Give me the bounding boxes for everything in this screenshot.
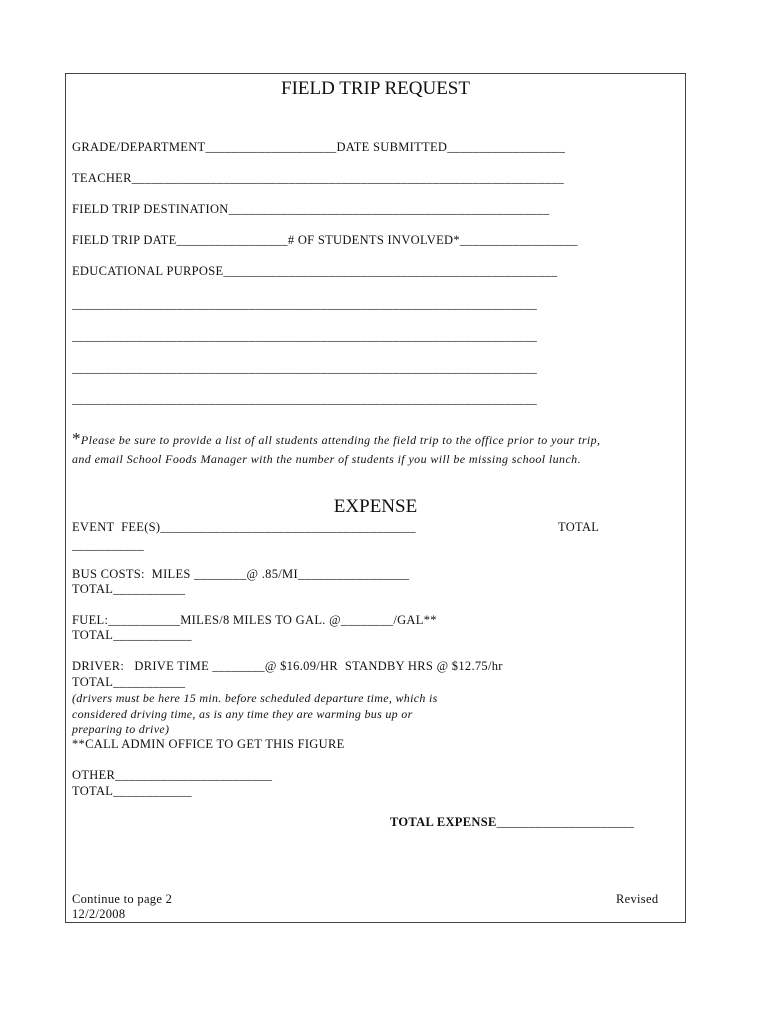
driver-note: considered driving time, as is any time they are warming bus up or: [72, 707, 413, 721]
fuel-total-field[interactable]: TOTAL____________: [72, 628, 192, 642]
revision-date: 12/2/2008: [72, 907, 126, 921]
bus-total-field[interactable]: TOTAL___________: [72, 582, 186, 596]
total-expense-blank[interactable]: _____________________: [496, 815, 635, 829]
continue-to-page-2: Continue to page 2: [72, 892, 173, 906]
revised-label: Revised: [616, 892, 659, 906]
purpose-blank-line[interactable]: _______________________________________________________________________: [72, 361, 538, 375]
purpose-blank-line[interactable]: _______________________________________________________________________: [72, 392, 538, 406]
purpose-blank-line[interactable]: _______________________________________________________________________: [72, 297, 538, 311]
call-admin-note: **CALL ADMIN OFFICE TO GET THIS FIGURE: [72, 737, 345, 751]
grade-department-field[interactable]: GRADE/DEPARTMENT____________________DATE SUBMITTED__________________: [72, 140, 566, 154]
students-note-line2: and email School Foods Manager with the number of students if you will be missing school lunch.: [72, 452, 581, 466]
students-note: [72, 430, 600, 449]
driver-note: preparing to drive): [72, 722, 170, 736]
form-title: FIELD TRIP REQUEST: [281, 78, 470, 99]
event-total-field[interactable]: ___________: [72, 538, 145, 552]
teacher-field[interactable]: TEACHER__________________________________________________________________: [72, 171, 565, 185]
other-total-field[interactable]: TOTAL____________: [72, 784, 192, 798]
driver-total-field[interactable]: TOTAL___________: [72, 675, 186, 689]
educational-purpose-field[interactable]: EDUCATIONAL PURPOSE___________________________________________________: [72, 264, 558, 278]
expense-heading: EXPENSE: [333, 496, 418, 517]
driver-note: (drivers must be here 15 min. before scheduled departure time, which is: [72, 691, 438, 705]
event-total-label: TOTAL: [558, 520, 600, 534]
fuel-field[interactable]: FUEL:___________MILES/8 MILES TO GAL. @________/GAL**: [72, 613, 437, 627]
total-expense-label: TOTAL EXPENSE: [390, 815, 497, 829]
driver-field[interactable]: DRIVER: DRIVE TIME ________@ $16.09/HR STANDBY HRS @ $12.75/hr: [72, 659, 503, 673]
total-expense-field[interactable]: [390, 815, 634, 830]
event-fees-field[interactable]: EVENT FEE(S)_______________________________________: [72, 520, 416, 534]
other-field[interactable]: OTHER________________________: [72, 768, 273, 782]
bus-costs-field[interactable]: BUS COSTS: MILES ________@ .85/MI_________________: [72, 567, 410, 581]
students-note-line1: Please be sure to provide a list of all students attending the field trip to the office prior to your trip,: [80, 433, 601, 447]
asterisk-mark: *: [72, 429, 81, 448]
trip-date-field[interactable]: FIELD TRIP DATE_________________# OF STUDENTS INVOLVED*__________________: [72, 233, 578, 247]
destination-field[interactable]: FIELD TRIP DESTINATION_________________________________________________: [72, 202, 550, 216]
purpose-blank-line[interactable]: _______________________________________________________________________: [72, 329, 538, 343]
